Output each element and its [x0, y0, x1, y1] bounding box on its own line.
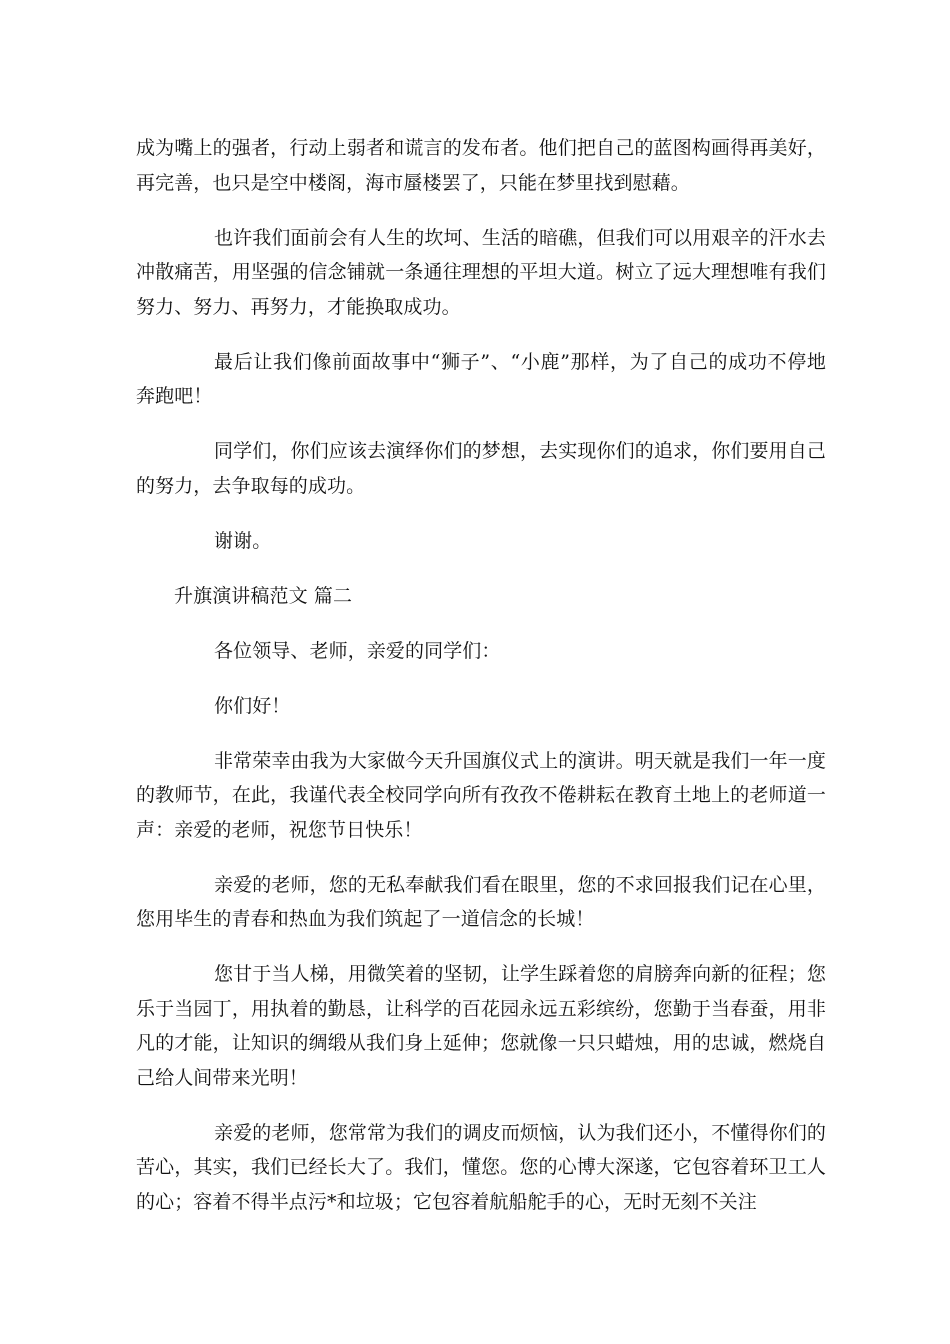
salutation: 各位领导、老师，亲爱的同学们：: [214, 639, 501, 662]
paragraph: 也许我们面前会有人生的坎坷、生活的暗礁，但我们可以用艰辛的汗水去冲散痛苦，用坚强的信念铺就一条通往理想的平坦大道。树立了远大理想唯有我们努力、努力、再努力，才能换取成功。: [136, 226, 826, 318]
paragraph: 最后让我们像前面故事中“狮子”、“小鹿”那样，为了自己的成功不停地奔跑吧！: [136, 350, 826, 407]
paragraph: 您甘于当人梯，用微笑着的坚韧，让学生踩着您的肩膀奔向新的征程；您乐于当园丁，用执着的勤恳，让科学的百花园永远五彩缤纷，您勤于当春蚕，用非凡的才能，让知识的绸缎从我们身上延伸；您就像一只只蜡烛，用的忠诚，燃烧自己给人间带来光明！: [136, 963, 826, 1089]
greeting: 你们好！: [214, 694, 291, 717]
paragraph: 亲爱的老师，您常常为我们的调皮而烦恼，认为我们还小，不懂得你们的苦心，其实，我们已经长大了。我们，懂您。您的心博大深遂，它包容着环卫工人的心；容着不得半点污*和垃圾；它包容着航船舵手的心，无时无刻不关注: [136, 1121, 826, 1213]
paragraph: 亲爱的老师，您的无私奉献我们看在眼里，您的不求回报我们记在心里，您用毕生的青春和热血为我们筑起了一道信念的长城！: [136, 873, 826, 930]
paragraph: 谢谢。: [214, 529, 272, 552]
paragraph: 同学们，你们应该去演绎你们的梦想，去实现你们的追求，你们要用自己的努力，去争取每的成功。: [136, 440, 826, 497]
paragraph: 非常荣幸由我为大家做今天升国旗仪式上的演讲。明天就是我们一年一度的教师节，在此，我谨代表全校同学向所有孜孜不倦耕耘在教育土地上的老师道一声：亲爱的老师，祝您节日快乐！: [136, 749, 826, 841]
paragraph: 成为嘴上的强者，行动上弱者和谎言的发布者。他们把自己的蓝图构画得再美好，再完善，也只是空中楼阁，海市蜃楼罢了，只能在梦里找到慰藉。: [136, 137, 826, 194]
document-body: [136, 131, 826, 1240]
section-heading: 升旗演讲稿范文 篇二: [174, 584, 353, 607]
